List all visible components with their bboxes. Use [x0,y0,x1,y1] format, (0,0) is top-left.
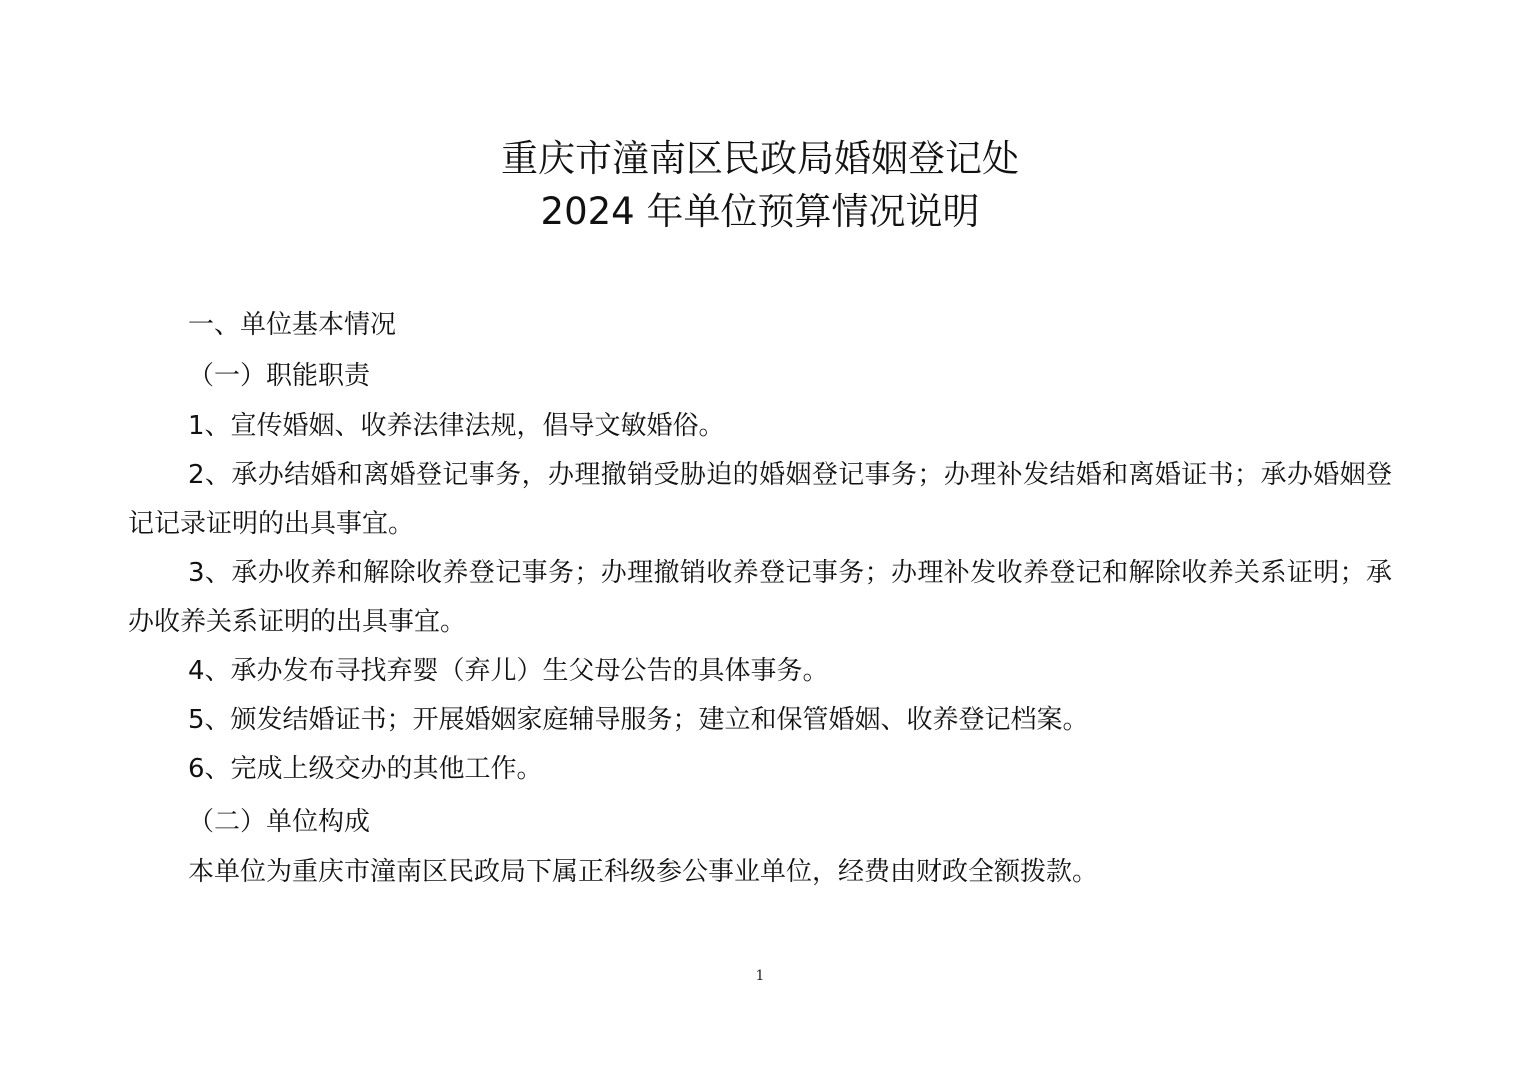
duty-item-2: 2、承办结婚和离婚登记事务，办理撤销受胁迫的婚姻登记事务；办理补发结婚和离婚证书；承办婚姻登记记录证明的出具事宜。 [128,460,1392,539]
duty-item-6: 6、完成上级交办的其他工作。 [188,754,543,784]
duty-item-1: 1、宣传婚姻、收养法律法规，倡导文敏婚俗。 [188,411,725,441]
title-line-1: 重庆市潼南区民政局婚姻登记处 [501,137,1019,180]
subsection-heading-composition: （二）单位构成 [188,807,371,837]
document-body [128,304,1392,897]
duty-item-3: 3、承办收养和解除收养登记事务；办理撤销收养登记事务；办理补发收养登记和解除收养关系证明；承办收养关系证明的出具事宜。 [128,558,1392,637]
section-heading-basic-info: 一、单位基本情况 [188,310,397,340]
duty-item-5: 5、颁发结婚证书；开展婚姻家庭辅导服务；建立和保管婚姻、收养登记档案。 [188,705,1089,735]
page-number: 1 [755,968,765,984]
title-line-2: 2024 年单位预算情况说明 [540,190,980,233]
duty-item-4: 4、承办发布寻找弃婴（弃儿）生父母公告的具体事务。 [188,656,829,686]
subsection-heading-duties: （一）职能职责 [188,361,371,391]
document-title [0,132,1520,238]
composition-paragraph: 本单位为重庆市潼南区民政局下属正科级参公事业单位，经费由财政全额拨款。 [188,857,1099,887]
